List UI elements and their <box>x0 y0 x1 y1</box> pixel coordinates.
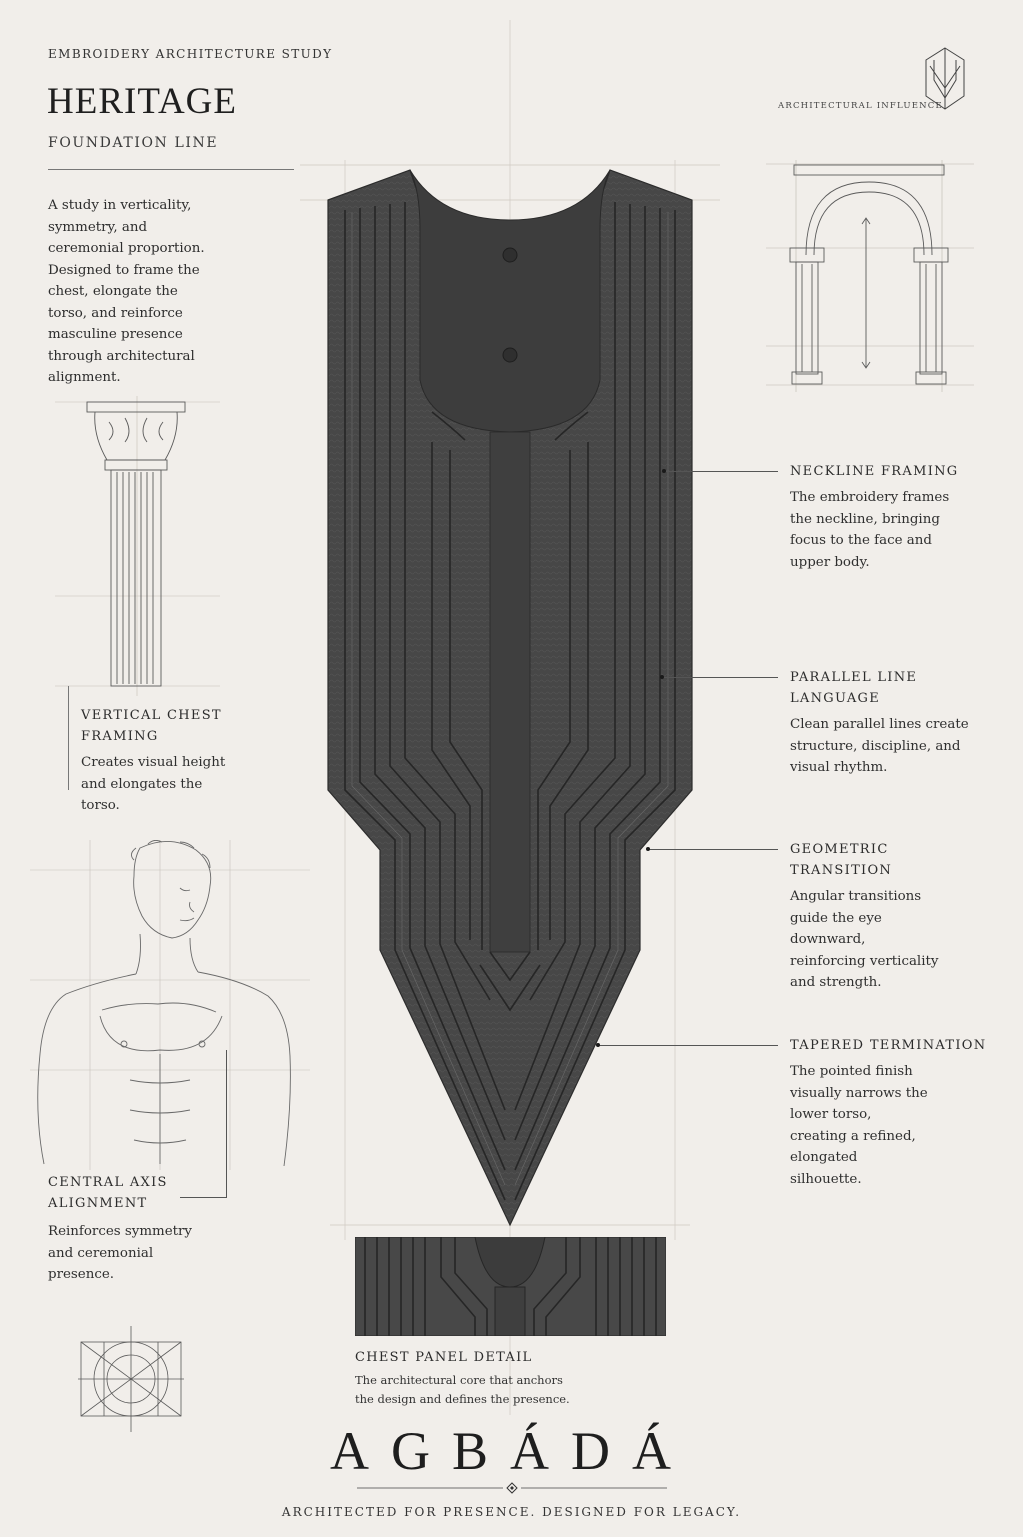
compass-grid-icon <box>78 1326 184 1432</box>
parallel-line-language-annotation <box>790 667 990 779</box>
page-subtitle: FOUNDATION LINE <box>48 135 219 151</box>
annotation-text: Clean parallel lines create structure, discipline, and visual rhythm. <box>790 717 969 775</box>
annotation-text: Creates visual height and elongates the torso. <box>81 755 226 813</box>
chest-panel-detail-text: The architectural core that anchors the design and defines the presence. <box>355 1373 570 1406</box>
annotation-heading: CENTRAL AXIS ALIGNMENT <box>48 1175 168 1211</box>
annotation-heading: NECKLINE FRAMING <box>790 464 959 479</box>
column-sketch <box>55 396 220 696</box>
annotation-heading: GEOMETRIC TRANSITION <box>790 842 893 878</box>
annotation-heading: PARALLEL LINE LANGUAGE <box>790 670 918 706</box>
tapered-termination-annotation <box>790 1035 990 1190</box>
tapered-termination-leader <box>598 1045 778 1046</box>
geometric-transition-annotation <box>790 839 990 994</box>
agbada-garment-illustration <box>300 150 720 1240</box>
central-axis-alignment-annotation <box>48 1172 213 1286</box>
annotation-heading: TAPERED TERMINATION <box>790 1038 987 1053</box>
arch-sketch <box>766 160 974 392</box>
annotation-text: The pointed finish visually narrows the lower torso, creating a refined, elongated silhouette. <box>790 1064 928 1187</box>
central-axis-leader <box>180 1197 226 1198</box>
parallel-lines-leader-dot <box>660 675 664 679</box>
annotation-text: Angular transitions guide the eye downward, reinforcing verticality and strength. <box>790 889 939 990</box>
central-axis-leader-vertical <box>226 1050 227 1198</box>
parallel-lines-leader <box>662 677 778 678</box>
tapered-termination-leader-dot <box>596 1043 600 1047</box>
header-divider <box>48 169 294 170</box>
annotation-heading: VERTICAL CHEST FRAMING <box>81 708 222 744</box>
geometric-transition-leader-dot <box>646 847 650 851</box>
geometric-transition-leader <box>648 849 778 850</box>
neckline-leader <box>664 471 778 472</box>
page-title: HERITAGE <box>47 81 238 122</box>
intro-text: A study in verticality, symmetry, and ceremonial proportion. Designed to frame the chest, elongate the torso, and reinforce masculine presence through architectural alignment. <box>48 198 205 385</box>
bust-sketch <box>30 840 310 1170</box>
architectural-influence-label: ARCHITECTURAL INFLUENCE <box>778 101 943 111</box>
neckline-leader-dot <box>662 469 666 473</box>
page-kicker: EMBROIDERY ARCHITECTURE STUDY <box>48 47 333 61</box>
brand-ornament-divider <box>357 1482 667 1494</box>
brand-tagline: ARCHITECTED FOR PRESENCE. DESIGNED FOR LEGACY. <box>281 1505 742 1519</box>
vertical-chest-framing-annotation <box>81 705 241 817</box>
vertical-framing-bracket <box>68 686 69 790</box>
chest-panel-detail-swatch <box>355 1237 666 1336</box>
neckline-framing-annotation <box>790 461 980 573</box>
chest-panel-detail-heading: CHEST PANEL DETAIL <box>355 1350 533 1365</box>
annotation-text: The embroidery frames the neckline, bringing focus to the face and upper body. <box>790 490 950 570</box>
annotation-text: Reinforces symmetry and ceremonial presence. <box>48 1224 192 1282</box>
brand-wordmark: AGBÁDÁ <box>329 1421 693 1481</box>
